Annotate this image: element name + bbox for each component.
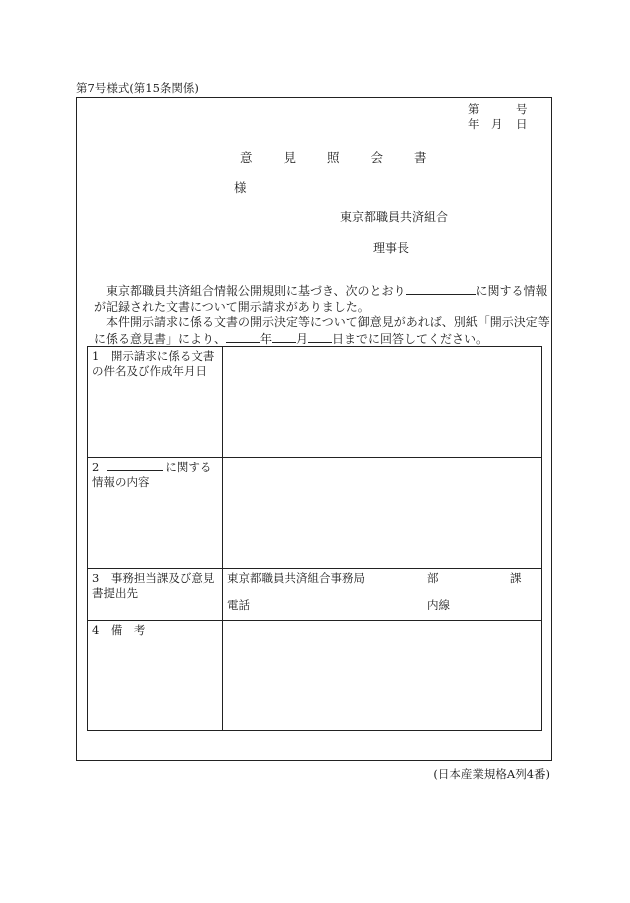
row3-label-cell: [88, 569, 223, 621]
row2-number: 2: [92, 460, 100, 474]
dept-label: 部: [427, 571, 439, 585]
row2-label-cell: [88, 458, 223, 569]
row4-content-cell[interactable]: [223, 621, 542, 731]
body-p2-year: 年: [260, 331, 273, 346]
paper-size-note: (日本産業規格A列4番): [433, 767, 550, 781]
table-row: [88, 621, 542, 731]
section-label: 課: [510, 571, 522, 585]
date-day-label: 日: [516, 117, 528, 131]
body-p2-part1: 本件開示請求に係る文書の開示決定等について御意見があれば、別紙「開示決定等に係る意見書」により、: [94, 315, 550, 346]
subject-blank: [406, 283, 476, 295]
date-month-label: 月: [491, 117, 503, 131]
body-p2-month: 月: [296, 331, 309, 346]
row1-label-cell: [88, 347, 223, 458]
row4-label: 4 備 考: [92, 623, 146, 637]
row2-label: に関する情報の内容: [92, 460, 212, 489]
row1-content-cell[interactable]: [223, 347, 542, 458]
row2-subject-blank: [107, 460, 163, 471]
date-year-label: 年: [468, 117, 480, 131]
response-table: [87, 346, 542, 731]
body-text: [94, 283, 550, 347]
body-paragraph-1: [94, 283, 550, 315]
table-row: [88, 569, 542, 621]
phone-line: [227, 598, 537, 618]
table-row: [88, 458, 542, 569]
row3-label: 3 事務担当課及び意見書提出先: [92, 571, 215, 600]
row3-content-cell: [223, 569, 542, 621]
row4-label-cell: [88, 621, 223, 731]
row2-content-cell[interactable]: [223, 458, 542, 569]
sender-organization: 東京都職員共済組合: [340, 210, 449, 224]
deadline-month-blank: [272, 331, 296, 343]
sender-title: 理事長: [373, 241, 410, 255]
office-name: 東京都職員共済組合事務局: [227, 571, 365, 585]
body-p1-part1: 東京都職員共済組合情報公開規則に基づき、次のとおり: [106, 284, 406, 298]
deadline-day-blank: [308, 331, 332, 343]
number-label-dai: 第: [468, 102, 480, 116]
deadline-year-blank: [226, 331, 260, 343]
number-label-go: 号: [516, 102, 528, 116]
body-p1-part2: に関する情報が記録された文書について開示請求がありました。: [94, 284, 548, 314]
form-number-label: 第7号様式(第15条関係): [76, 81, 199, 95]
document-title: 意見照会書: [240, 150, 458, 165]
office-line: [227, 571, 537, 591]
extension-label: 内線: [427, 598, 450, 612]
table-row: [88, 347, 542, 458]
phone-label: 電話: [227, 598, 250, 612]
row1-label: 1 開示請求に係る文書の件名及び作成年月日: [92, 349, 215, 378]
body-paragraph-2: [94, 315, 550, 347]
addressee-suffix: 様: [234, 180, 247, 195]
body-p2-part2: 日までに回答してください。: [332, 331, 489, 346]
